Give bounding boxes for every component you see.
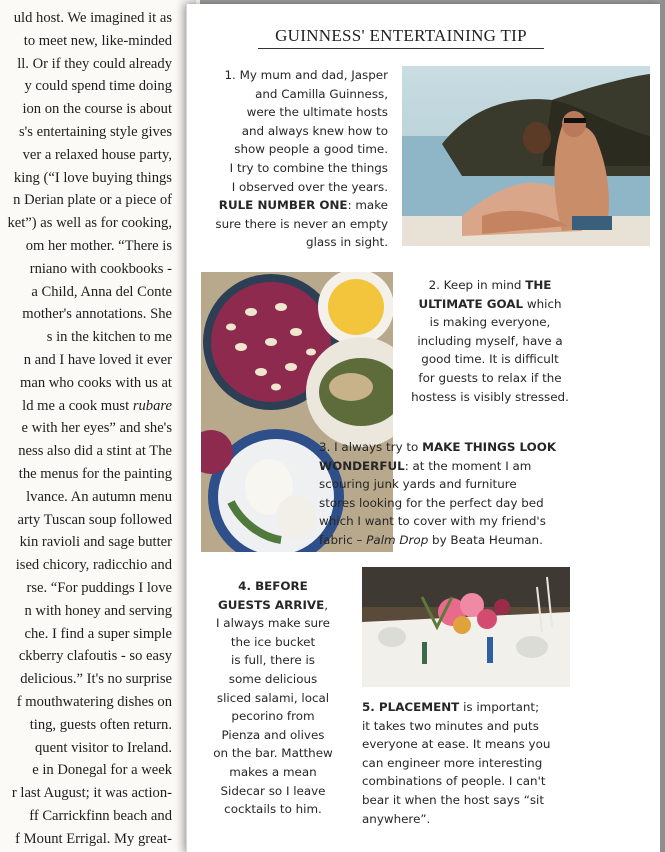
article-line: ion on the course is about: [22, 101, 172, 118]
article-line: s's entertaining style gives: [19, 124, 172, 140]
tip-1-text: [200, 66, 388, 252]
article-line: king (“I love buying things: [13, 169, 172, 186]
article-line: ckberry clafoutis - so easy: [18, 648, 172, 665]
article-line: che. I find a super simple: [24, 625, 172, 642]
article-line: n and I have loved it ever: [23, 352, 172, 368]
article-line: ff Carrickfinn beach and: [29, 808, 172, 824]
tip-line: 4. BEFORE: [238, 579, 308, 593]
article-line: r last August; it was action-: [11, 785, 172, 802]
article-line: ised chicory, radicchio and: [15, 557, 172, 574]
tip-line: WONDERFUL: at the moment I am: [319, 458, 532, 473]
background-edge: [660, 0, 665, 852]
article-line: rniano with cookbooks -: [29, 260, 172, 277]
tip-line: 2. Keep in mind THE: [428, 278, 552, 292]
tip-line: 3. I always try to MAKE THINGS LOOK: [319, 440, 557, 454]
article-line: ness also did a stint at The: [18, 443, 172, 460]
tip-line: everyone at ease. It means you: [362, 737, 551, 752]
tip-line: I observed over the years.: [231, 179, 388, 194]
tip-line: sliced salami, local: [216, 690, 330, 705]
article-line: delicious.” It's no surprise: [20, 671, 172, 688]
article-line: ver a relaxed house party,: [22, 146, 172, 163]
photo-couple-on-boat: [402, 66, 650, 246]
tip-5-text: [362, 698, 592, 828]
tip-line: is full, there is: [231, 653, 315, 668]
tip-line: anywhere”.: [362, 811, 431, 826]
article-line: man who cooks with us at: [19, 374, 172, 391]
tip-line: RULE NUMBER ONE: make: [218, 198, 388, 213]
tip-line: makes a mean: [229, 764, 317, 779]
tip-line: I always make sure: [216, 616, 330, 631]
tip-line: it takes two minutes and puts: [362, 718, 539, 733]
tip-line: the ice bucket: [230, 634, 316, 649]
tip-line: sure there is never an empty: [215, 216, 388, 231]
tip-line: and Camilla Guinness,: [255, 86, 388, 101]
tip-line: combinations of people. I can't: [362, 774, 546, 789]
tip-line: fabric – Palm Drop by Beata Heuman.: [319, 532, 543, 547]
tip-line: show people a good time.: [234, 142, 388, 157]
tip-line: can engineer more interesting: [362, 755, 543, 770]
tip-line: Sidecar so I leave: [220, 783, 326, 798]
article-line: ting, guests often return.: [29, 716, 172, 733]
article-line: kin ravioli and sage butter: [19, 534, 172, 551]
tip-2-text: [400, 276, 580, 406]
tip-line: glass in sight.: [306, 235, 388, 250]
tip-line: 1. My mum and dad, Jasper: [224, 68, 388, 82]
article-line: ll. Or if they could already: [17, 55, 172, 72]
tip-line: stores looking for the perfect day bed: [319, 495, 544, 510]
article-line: n Derian plate or a piece of: [13, 192, 172, 209]
tip-line: pecorino from: [231, 709, 315, 724]
tip-line: which I want to cover with my friend's: [319, 514, 546, 529]
article-line: ket”) as well as for cooking,: [7, 215, 172, 232]
article-line: s in the kitchen to me: [46, 329, 172, 346]
tip-line: for guests to relax if the: [418, 370, 562, 385]
tip-line: hostess is visibly stressed.: [411, 389, 569, 404]
tip-line: and always knew how to: [241, 123, 388, 138]
tip-line: is making everyone,: [429, 315, 551, 330]
tip-line: ULTIMATE GOAL which: [418, 296, 562, 311]
tip-line: I try to combine the things: [229, 160, 388, 175]
section-title: GUINNESS' ENTERTAINING TIP: [258, 26, 544, 49]
tip-line: Pienza and olives: [221, 727, 325, 742]
article-line: the menus for the painting: [18, 466, 172, 482]
tip-line: were the ultimate hosts: [246, 105, 388, 120]
article-line: e in Donegal for a week: [32, 762, 172, 779]
tip-line: GUESTS ARRIVE,: [218, 597, 328, 612]
article-line: quent visitor to Ireland.: [35, 739, 172, 756]
article-line: uld host. We imagined it as: [13, 10, 172, 26]
left-page-column: [0, 0, 200, 852]
article-line: n with honey and serving: [24, 602, 172, 619]
tip-line: bear it when the host says “sit: [362, 792, 545, 807]
article-line: f mouthwatering dishes on: [16, 694, 172, 710]
article-line: f Mount Errigal. My great-: [15, 830, 172, 847]
article-line: arty Tuscan soup followed: [17, 511, 172, 528]
article-line: to meet new, like-minded: [23, 32, 172, 49]
article-line: y could spend time doing: [24, 78, 172, 95]
tip-line: scouring junk yards and furniture: [319, 477, 517, 492]
tip-line: some delicious: [228, 671, 318, 686]
tip-line: including myself, have a: [417, 333, 563, 348]
tip-3-text: [319, 438, 589, 550]
tip-line: 5. PLACEMENT is important;: [362, 700, 540, 714]
article-line: rse. “For puddings I love: [26, 580, 172, 596]
photo-table-flowers: [362, 567, 570, 687]
tip-line: on the bar. Matthew: [213, 746, 333, 761]
tip-line: cocktails to him.: [224, 802, 322, 817]
article-line: ld me a cook must rubare: [22, 397, 172, 414]
article-line: mother's annotations. She: [22, 306, 172, 323]
article-line: a Child, Anna del Conte: [31, 283, 172, 300]
tip-4-text: [198, 577, 348, 819]
tip-line: good time. It is difficult: [421, 352, 559, 367]
article-line: e with her eyes” and she's: [21, 420, 172, 437]
article-line: lvance. An autumn menu: [26, 488, 172, 505]
article-line: om her mother. “There is: [25, 238, 172, 254]
